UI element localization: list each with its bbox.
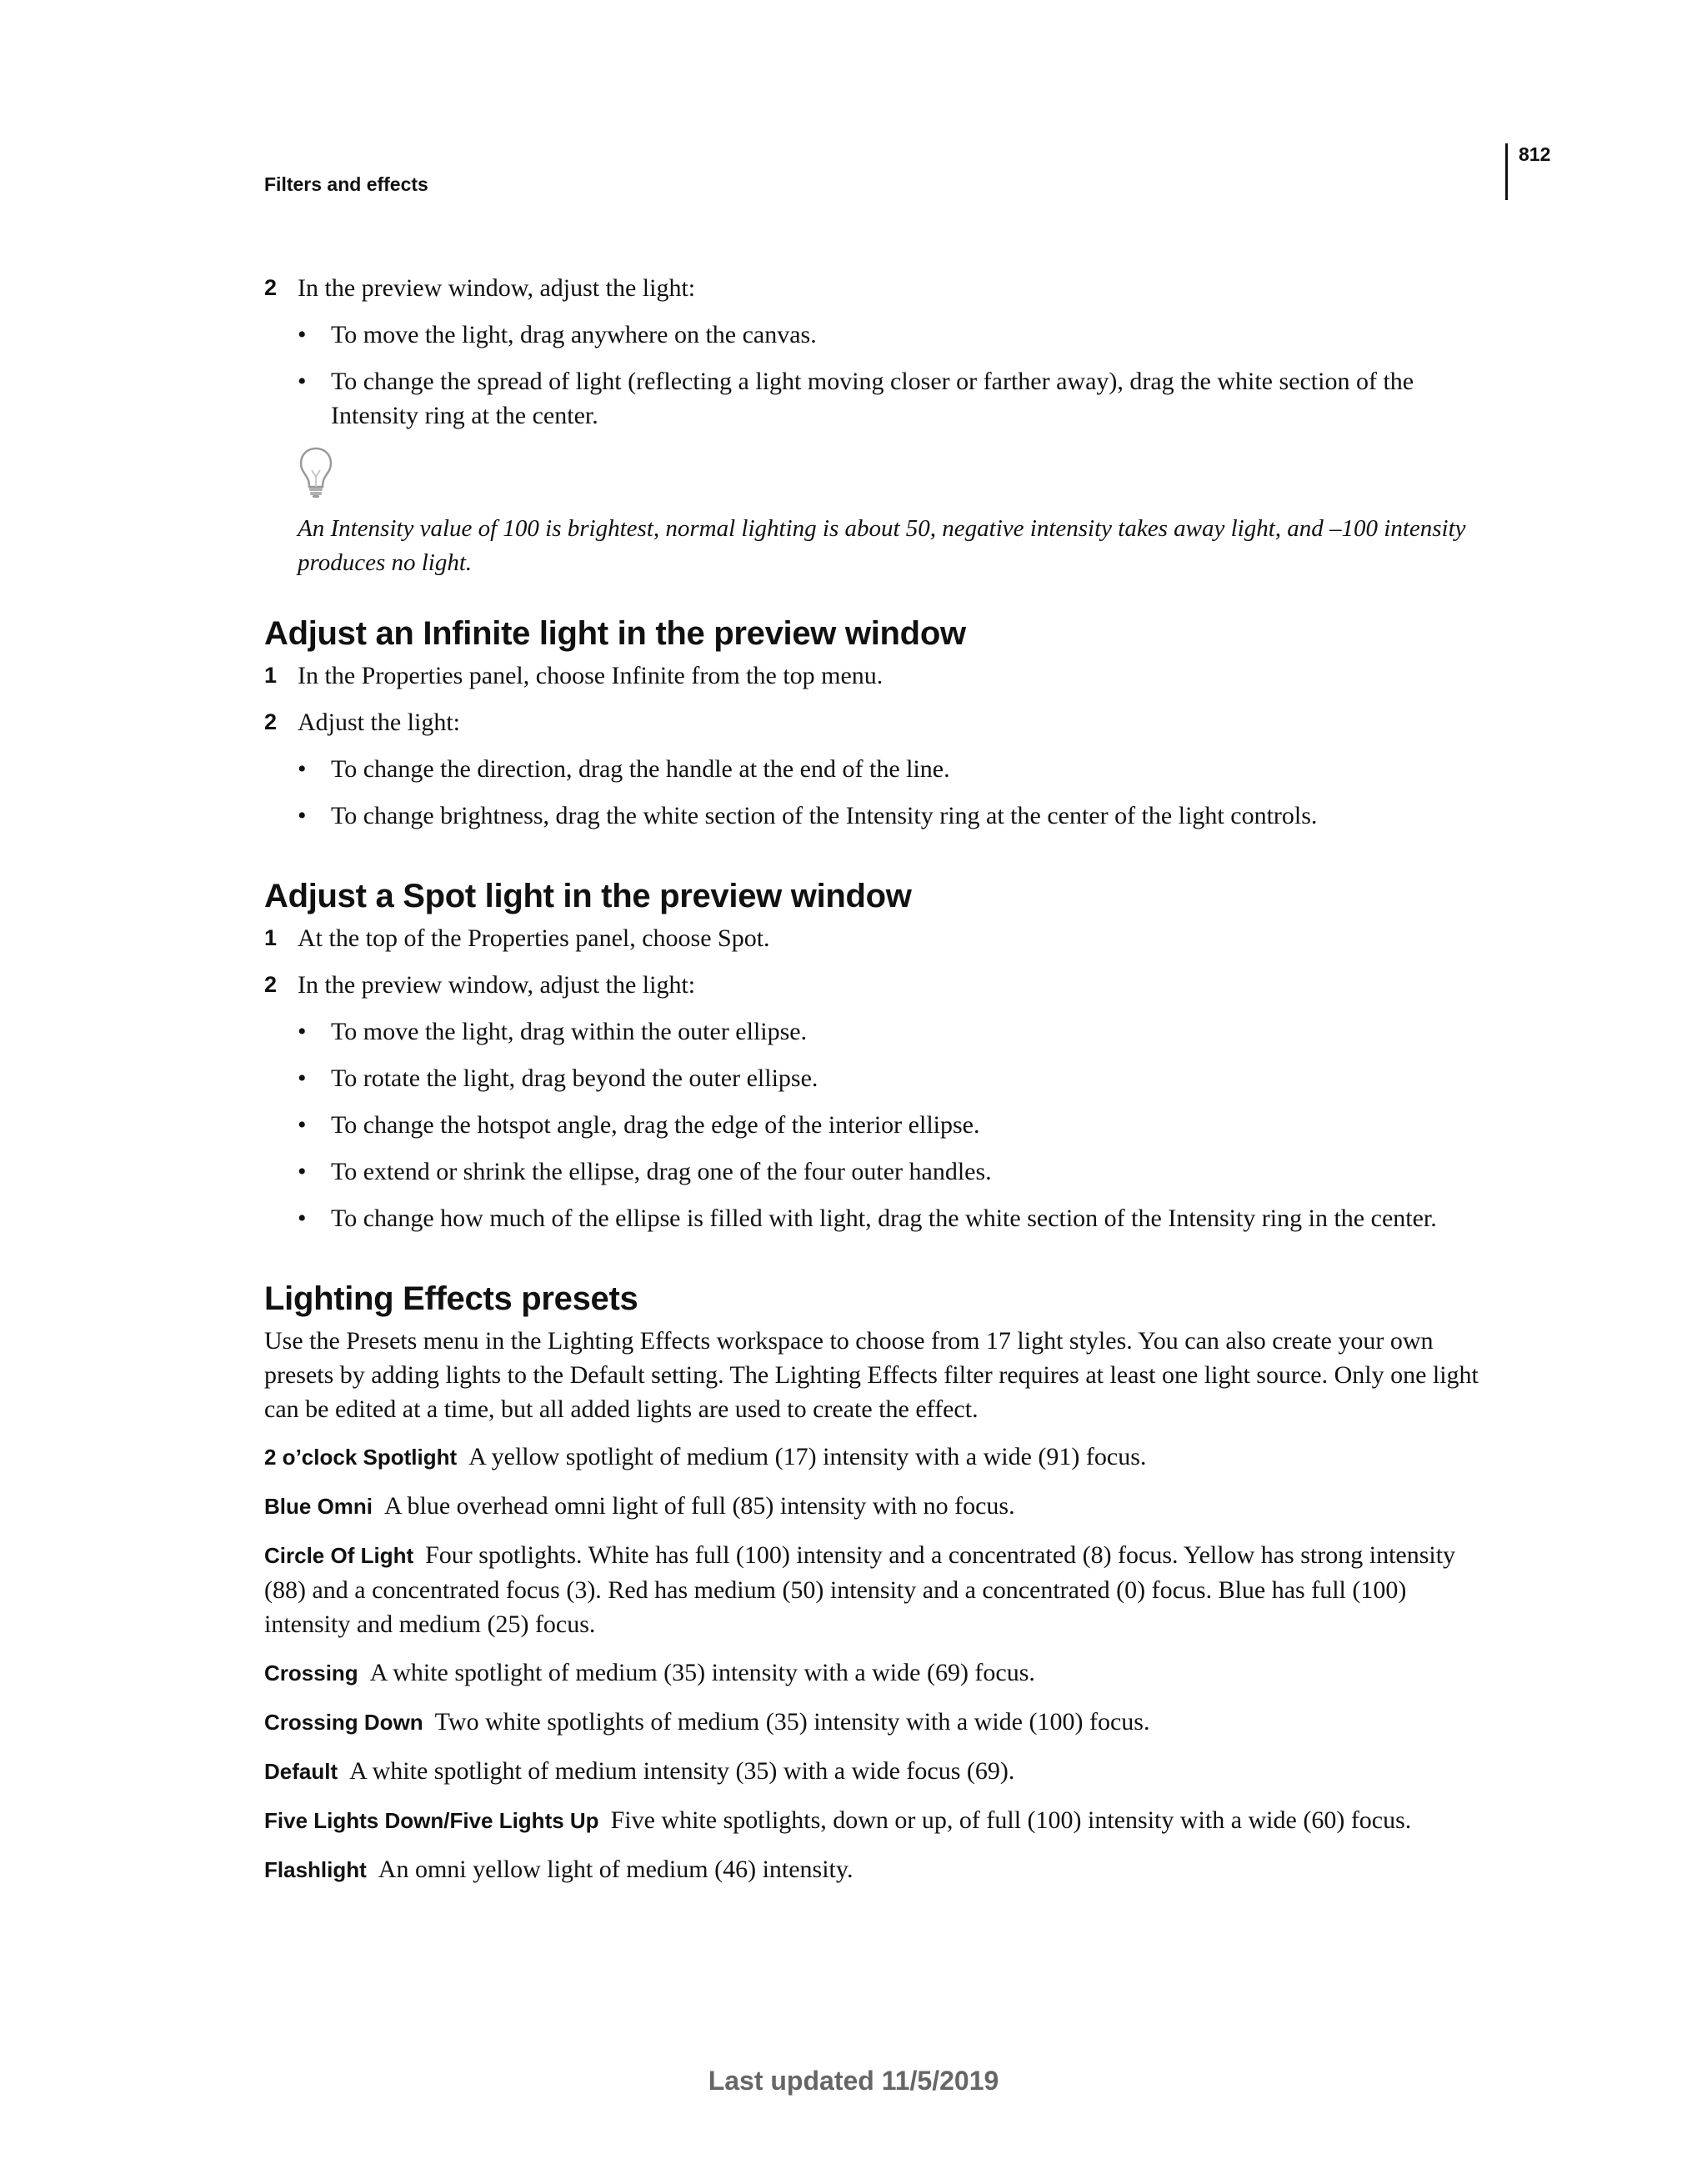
step-2-spot [264,968,1498,1002]
step-text: Adjust the light: [298,709,460,736]
step-text: In the preview window, adjust the light: [298,971,696,999]
spot-bullet-list [298,1014,1498,1235]
lightbulb-icon [298,445,1498,502]
heading-spot-light: Adjust a Spot light in the preview window [264,878,912,914]
step-text: In the preview window, adjust the light: [298,274,696,302]
list-item: • To change the hotspot angle, drag the edge of the interior ellipse. [298,1111,980,1139]
presets-intro: Use the Presets menu in the Lighting Effects workspace to choose from 17 light styles. You can also create your own presets by adding lights to the Default setting. The Lighting Effects filter requires at least one light source. Only one light can be edited at a time, but all added lights are used to create the effect. [264,1327,1479,1423]
list-item: • To change brightness, drag the white section of the Intensity ring at the center of the light controls. [298,802,1318,829]
preset-desc: A white spotlight of medium intensity (35) with a wide focus (69). [349,1757,1015,1785]
preset-item [264,1803,1498,1838]
step-text: At the top of the Properties panel, choose Spot. [298,924,770,952]
preset-item [264,1852,1498,1887]
preset-desc: A blue overhead omni light of full (85) intensity with no focus. [384,1492,1015,1520]
list-item: • To change the spread of light (reflecting a light moving closer or farther away), drag the white section of the Intensity ring at the center. [298,368,1414,429]
page-number-rule [1505,143,1508,200]
preset-item [264,1489,1498,1524]
preset-term: Flashlight [264,1857,367,1882]
list-item: • To move the light, drag anywhere on the canvas. [298,321,817,348]
page-number: 812 [1519,143,1551,165]
section-title: Filters and effects [264,173,428,195]
tip-text: An Intensity value of 100 is brightest, normal lighting is about 50, negative intensity takes away light, and –100 intensity produces no light. [298,515,1466,576]
infinite-bullet-list [298,752,1498,833]
footer-last-updated: Last updated 11/5/2019 [708,2066,999,2096]
step-2-infinite [264,705,1498,739]
preset-term: Default [264,1759,338,1784]
heading-infinite-light: Adjust an Infinite light in the preview window [264,615,966,652]
preset-desc: A white spotlight of medium (35) intensity with a wide (69) focus. [369,1659,1035,1686]
preset-term: Five Lights Down/Five Lights Up [264,1808,599,1833]
preset-desc: Two white spotlights of medium (35) intensity with a wide (100) focus. [434,1708,1150,1736]
list-item: • To change how much of the ellipse is filled with light, drag the white section of the Intensity ring in the center. [298,1205,1437,1232]
page-content [264,271,1498,1901]
preset-item [264,1538,1498,1641]
preset-term: 2 o’clock Spotlight [264,1445,458,1470]
preset-term: Blue Omni [264,1494,373,1519]
step-number: 1 [264,663,278,688]
list-item: • To rotate the light, drag beyond the outer ellipse. [298,1064,818,1092]
preset-item [264,1754,1498,1789]
preset-desc: An omni yellow light of medium (46) intensity. [378,1856,854,1883]
list-item: • To extend or shrink the ellipse, drag one of the four outer handles. [298,1158,992,1185]
preset-term: Crossing [264,1661,358,1686]
preset-term: Crossing Down [264,1710,423,1735]
step-number: 2 [264,972,278,997]
preset-desc: A yellow spotlight of medium (17) intensity with a wide (91) focus. [468,1443,1147,1470]
preset-term: Circle Of Light [264,1543,414,1568]
preset-item [264,1440,1498,1475]
preset-desc: Five white spotlights, down or up, of full (100) intensity with a wide (60) focus. [610,1806,1412,1834]
intro-bullet-list [298,318,1498,433]
step-text: In the Properties panel, choose Infinite from the top menu. [298,662,884,689]
step-1-spot [264,921,1498,955]
step-number: 2 [264,275,278,300]
step-1-infinite [264,659,1498,693]
step-number: 2 [264,709,278,734]
step-2-adjust-light [264,271,1498,305]
step-number: 1 [264,925,278,950]
preset-desc: Four spotlights. White has full (100) intensity and a concentrated (8) focus. Yellow has strong intensity (88) and a concentrated focus (3). Red has medium (50) intensity and a concentrated (0) focus. Blue has full (100) intensity and medium (25) focus. [264,1541,1456,1638]
heading-lighting-presets: Lighting Effects presets [264,1280,638,1317]
list-item: • To move the light, drag within the outer ellipse. [298,1018,808,1045]
preset-item [264,1656,1498,1691]
list-item: • To change the direction, drag the handle at the end of the line. [298,755,950,783]
preset-item [264,1705,1498,1740]
